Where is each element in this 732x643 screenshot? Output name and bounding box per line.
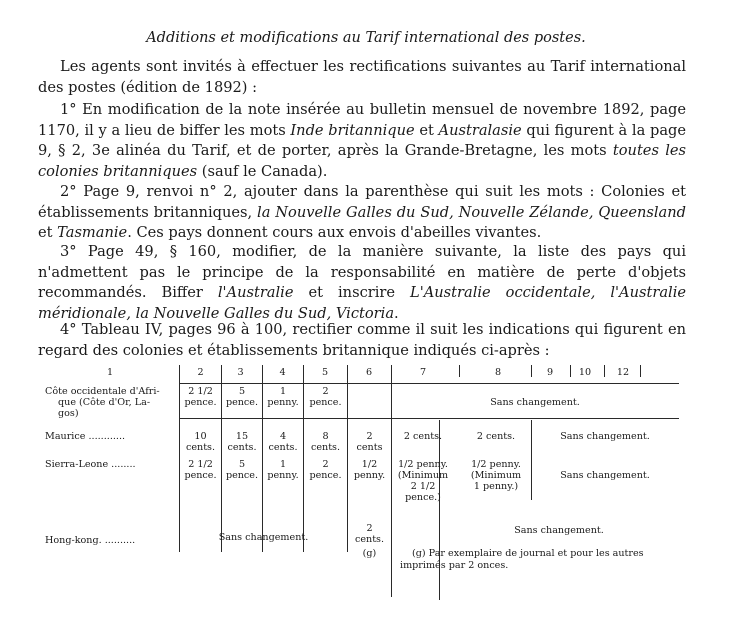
col-header-7: 7 <box>419 367 427 378</box>
col-divider <box>604 365 605 377</box>
item-1-text-a: 1° En modification de la note insérée au bulletin mensuel de novembre 1892, page 1170, il y a lieu de biffer les mots <box>38 101 686 139</box>
page-title: Additions et modifications au Tarif international des postes. <box>146 30 586 46</box>
row-hongkong-col6-b: cents. <box>354 534 385 545</box>
row-cote-col5-a: 2 <box>322 386 329 397</box>
item-2-places: la Nouvelle Galles du Sud, Nouvelle Zélande, Queensland <box>257 203 686 221</box>
row-maurice-col3-a: 15 <box>235 431 249 442</box>
row-sierra-col2-b: pence. <box>184 470 217 481</box>
row-cote-col2-b: pence. <box>184 397 217 408</box>
header-rule <box>179 383 679 384</box>
col-header-8: 8 <box>494 367 502 378</box>
row-maurice-col5-b: cents. <box>310 442 341 453</box>
col-divider <box>640 365 641 377</box>
item-1-inde: Inde britannique <box>290 121 415 139</box>
item-3-paragraph <box>38 242 686 324</box>
row-cote-col3-b: pence. <box>225 397 259 408</box>
tariff-table <box>40 365 680 605</box>
col-divider <box>459 365 460 377</box>
row-maurice-col4-b: cents. <box>268 442 298 453</box>
row-sierra-col3-a: 5 <box>238 459 246 470</box>
col-divider <box>570 365 571 377</box>
col-header-12: 12 <box>616 367 630 378</box>
item-3-places: L'Australie occidentale, l'Australie méridionale, la Nouvelle Galles du Sud, Victoria <box>38 284 686 322</box>
footnote-g-line-1: (g) Par exemplaire de journal et pour les autres <box>412 548 644 559</box>
row-rule <box>179 418 679 419</box>
row-maurice-name: Maurice ............ <box>45 431 126 442</box>
col-header-5: 5 <box>321 367 329 378</box>
row-hongkong-name: Hong-kong. .......... <box>45 535 136 546</box>
row-sierra-col8-a: 1/2 penny. <box>471 459 521 470</box>
item-2-paragraph <box>38 182 686 244</box>
row-hongkong-col6-a: 2 <box>366 523 373 534</box>
item-1-text-e: qui figurent à la page 9, § 2, 3e alinéa du Tarif, et de porter, après la Grande-Bretagne, les mots <box>38 121 687 159</box>
row-maurice-col2-b: cents. <box>185 442 216 453</box>
item-2-text-a: 2° Page 9, renvoi n° 2, ajouter dans la parenthèse qui suit les mots : Colonies et établissements britanniques, <box>38 183 686 221</box>
row-maurice-col6-a: 2 <box>366 431 373 442</box>
intro-text: Les agents sont invités à effectuer les rectifications suivantes au Tarif international des postes (édition de 1892) : <box>38 58 686 96</box>
item-1-paragraph <box>38 100 686 182</box>
row-maurice-col6-b: cents <box>356 442 383 453</box>
col-header-2: 2 <box>197 367 204 378</box>
row-sierra-col8-b: (Minimum <box>470 470 522 481</box>
item-3-australie: l'Australie <box>217 284 294 301</box>
row-cote-name-1: Côte occidentale d'Afri- <box>45 386 160 397</box>
row-maurice-col7: 2 cents. <box>403 431 443 442</box>
row-maurice-col3-b: cents. <box>227 442 257 453</box>
row-sierra-col7-b: (Minimum <box>397 470 449 481</box>
row-sierra-name: Sierra-Leone ........ <box>45 459 136 470</box>
col-header-1: 1 <box>106 367 114 378</box>
item-3-text-e: . <box>394 304 399 322</box>
row-cote-name-3: gos) <box>58 408 79 419</box>
item-1-text-g: (sauf le Canada). <box>197 162 328 180</box>
col-header-10: 10 <box>578 367 592 378</box>
intro-paragraph <box>38 57 686 98</box>
row-sierra-col5-b: pence. <box>309 470 342 481</box>
row-maurice-col4-a: 4 <box>279 431 287 442</box>
item-2-text-e: . Ces pays donnent cours aux envois d'abeilles vivantes. <box>127 224 542 241</box>
col-header-3: 3 <box>237 367 244 378</box>
item-3-text-a: 3° Page 49, § 160, modifier, de la manière suivante, la liste des pays qui n'admettent pas le principe de la responsabilité en matière de perte d'objets recommandés. Biffer <box>38 243 686 301</box>
row-sierra-col7-c: 2 1/2 <box>410 481 436 492</box>
item-1-australasie: Australasie <box>438 121 522 139</box>
row-sierra-col8-c: 1 penny.) <box>473 481 519 492</box>
item-2-text-c: et <box>38 224 58 241</box>
row-sierra-col2-a: 2 1/2 <box>188 459 213 470</box>
col-header-9: 9 <box>546 367 554 378</box>
row-hongkong-unchanged-left: Sans changement. <box>218 532 309 543</box>
item-4-text: 4° Tableau IV, pages 96 à 100, rectifier comme il suit les indications qui figurent en regard des colonies et établissements britannique indiqués ci-après : <box>38 321 686 359</box>
row-sierra-col7-d: pence.) <box>405 492 441 503</box>
row-cote-col2-a: 2 1/2 <box>188 386 213 397</box>
col-header-6: 6 <box>365 367 373 378</box>
col-divider <box>531 365 532 377</box>
item-4-paragraph <box>38 320 686 361</box>
row-maurice-unchanged: Sans changement. <box>560 431 650 442</box>
item-1-text-c: et <box>414 121 439 139</box>
row-cote-col4-b: penny. <box>267 397 299 408</box>
row-sierra-col5-a: 2 <box>322 459 329 470</box>
row-sierra-col6-b: penny. <box>353 470 386 481</box>
row-sierra-col7-a: 1/2 penny. <box>398 459 448 470</box>
footnote-g-line-2: imprimés par 2 onces. <box>400 560 509 571</box>
row-sierra-col3-b: pence. <box>225 470 259 481</box>
row-sierra-col4-b: penny. <box>267 470 299 481</box>
row-cote-name-2: que (Côte d'Or, La- <box>58 397 151 408</box>
row-sierra-col4-a: 1 <box>279 459 287 470</box>
row-sierra-unchanged: Sans changement. <box>560 470 650 481</box>
row-maurice-col8: 2 cents. <box>476 431 516 442</box>
item-3-text-c: et inscrire <box>293 284 411 301</box>
row-sierra-col6-a: 1/2 <box>361 459 378 470</box>
row-cote-col4-a: 1 <box>279 386 287 397</box>
item-2-tasmanie: Tasmanie <box>57 224 128 241</box>
row-cote-col3-a: 5 <box>238 386 246 397</box>
item-1-colonies: toutes les colonies britanniques <box>38 142 686 180</box>
row-hongkong-col6-c: (g) <box>362 548 377 559</box>
row-hongkong-unchanged-right: Sans changement. <box>514 525 604 536</box>
row-maurice-col5-a: 8 <box>322 431 329 442</box>
row-maurice-col2-a: 10 <box>194 431 207 442</box>
col-divider <box>439 420 440 600</box>
col-header-4: 4 <box>279 367 286 378</box>
row-cote-unchanged: Sans changement. <box>490 397 580 408</box>
row-cote-col5-b: pence. <box>309 397 342 408</box>
